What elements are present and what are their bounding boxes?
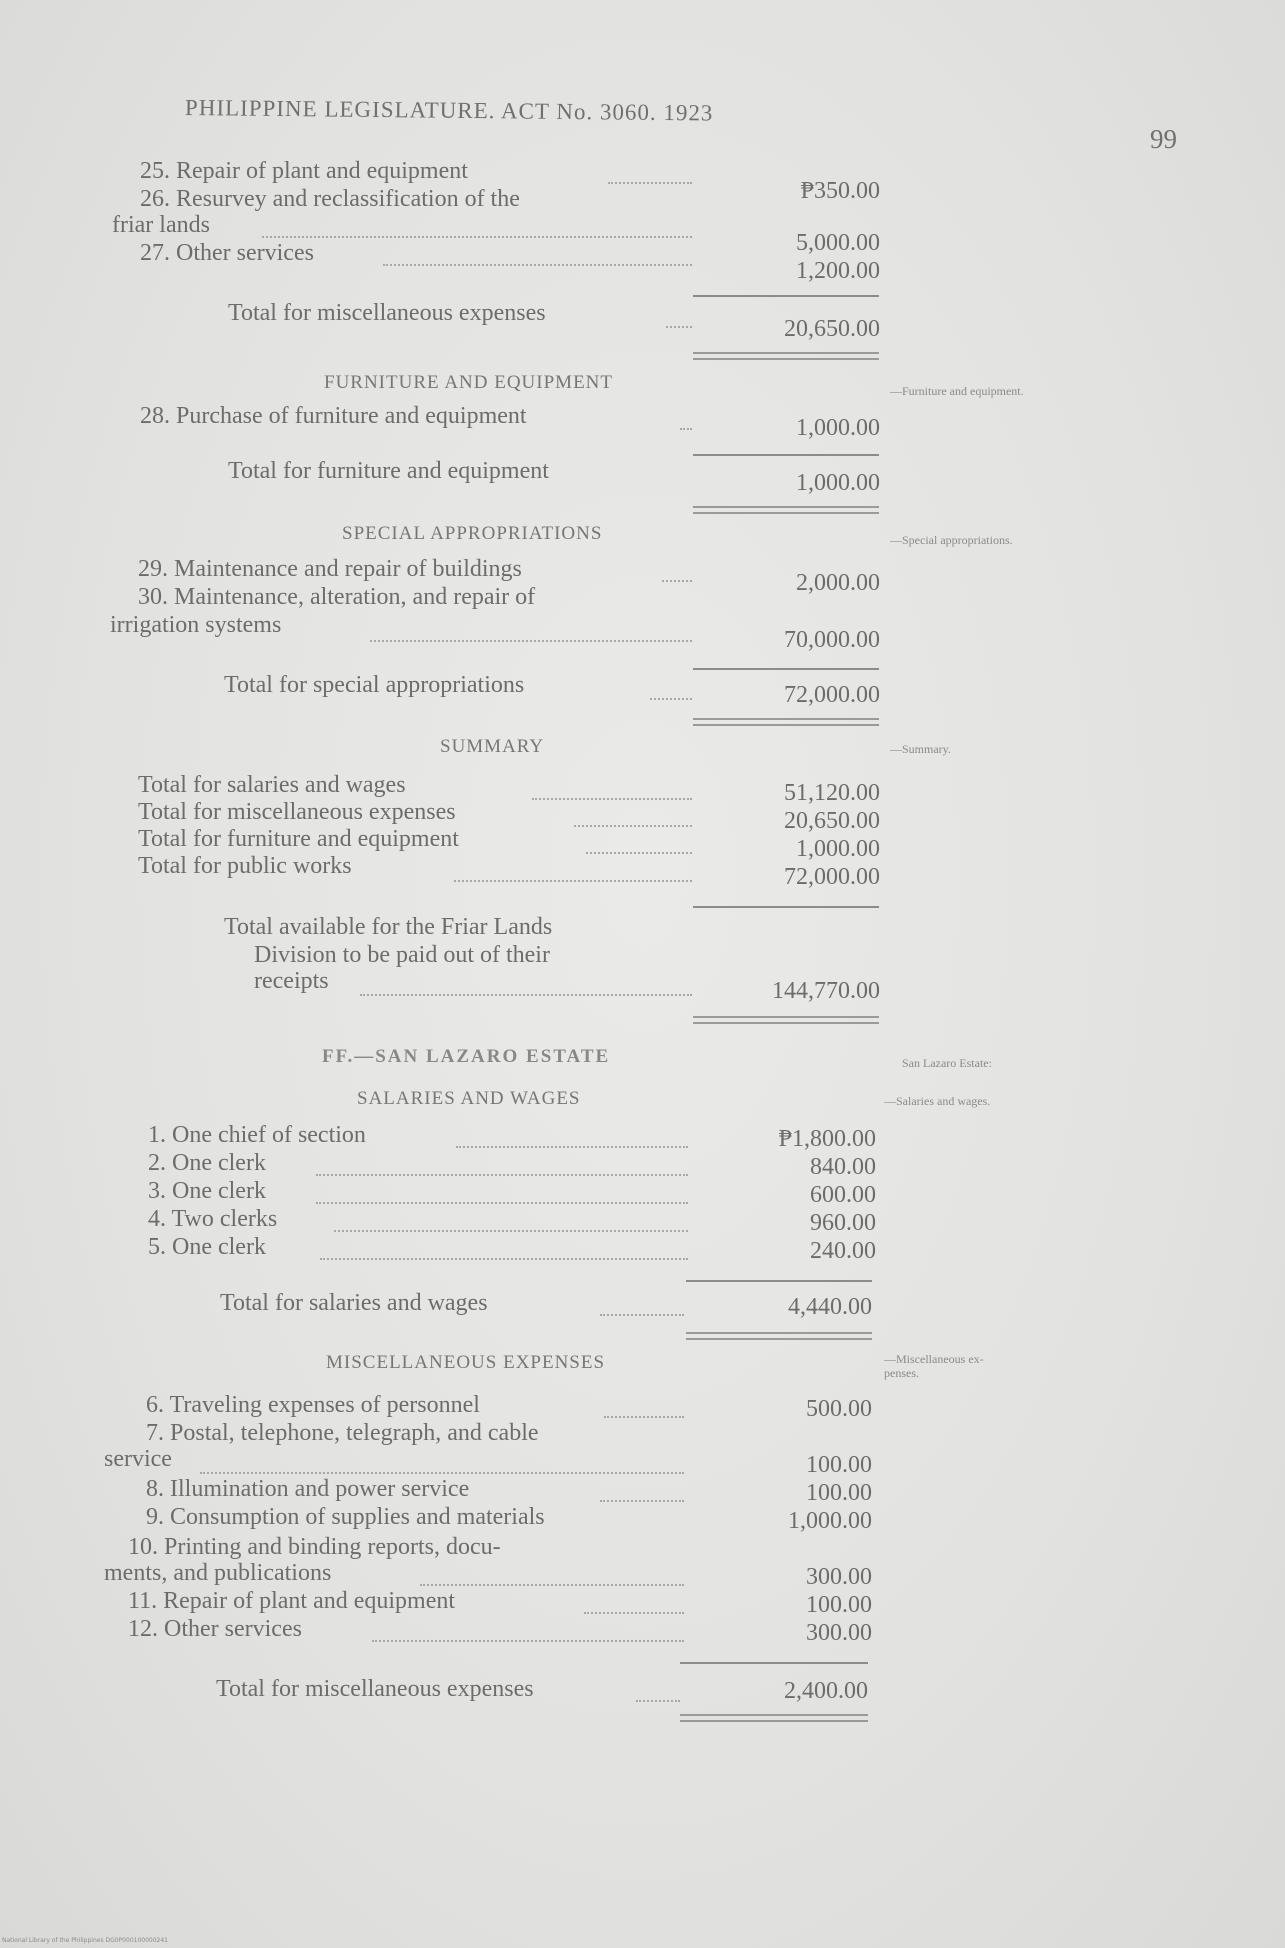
margin-note: —Summary. <box>890 742 951 756</box>
section-heading: MISCELLANEOUS EXPENSES <box>326 1352 606 1373</box>
margin-note: —Special appropriations. <box>890 533 1013 547</box>
dot-leader <box>574 825 692 827</box>
dot-leader <box>262 236 692 238</box>
misc-item-label: 10. Printing and binding reports, docu- <box>128 1534 501 1560</box>
salary-item-label: 5. One clerk <box>148 1234 266 1260</box>
summary-amount: 1,000.00 <box>796 836 880 862</box>
available-total: 144,770.00 <box>772 978 880 1004</box>
margin-note: San Lazaro Estate: <box>902 1056 992 1070</box>
dot-leader <box>532 798 692 800</box>
misc-item-amount: 300.00 <box>806 1620 872 1646</box>
total-amount: 20,650.00 <box>784 316 880 342</box>
available-label-line3: receipts <box>254 968 329 994</box>
salary-item-label: 4. Two clerks <box>148 1206 278 1232</box>
margin-note: —Miscellaneous ex- <box>884 1352 984 1366</box>
misc-item-label: 8. Illumination and power service <box>146 1476 470 1502</box>
misc-item-label-cont: ments, and publications <box>104 1560 332 1586</box>
misc-item-amount: 100.00 <box>806 1452 872 1478</box>
dot-leader <box>456 1146 688 1148</box>
sum-rule <box>693 454 879 456</box>
line-item-amount: 1,200.00 <box>796 258 880 284</box>
line-item-label: 30. Maintenance, alteration, and repair of <box>138 584 536 610</box>
running-head: PHILIPPINE LEGISLATURE. ACT No. 3060. 1923 <box>184 95 714 126</box>
misc-item-amount: 500.00 <box>806 1396 872 1422</box>
misc-item-label: 7. Postal, telephone, telegraph, and cable <box>146 1420 539 1446</box>
dot-leader <box>586 852 692 854</box>
available-label-line2: Division to be paid out of their <box>254 942 550 968</box>
misc-item-amount: 100.00 <box>806 1480 872 1506</box>
line-item-amount: 5,000.00 <box>796 230 880 256</box>
salary-item-label: 1. One chief of section <box>148 1122 366 1148</box>
summary-label: Total for public works <box>138 853 352 879</box>
margin-note: —Salaries and wages. <box>884 1094 991 1108</box>
line-item-amount: 1,000.00 <box>796 415 880 441</box>
available-label-line1: Total available for the Friar Lands <box>224 914 553 940</box>
salary-item-amount: 840.00 <box>810 1154 876 1180</box>
misc-item-label: 9. Consumption of supplies and materials <box>146 1504 545 1530</box>
sum-rule <box>680 1662 868 1664</box>
dot-leader <box>320 1258 688 1260</box>
double-rule <box>686 1332 872 1340</box>
section-heading: FURNITURE AND EQUIPMENT <box>324 372 613 393</box>
sum-rule <box>693 295 879 297</box>
total-label: Total for furniture and equipment <box>228 458 549 484</box>
scan-credit: National Library of the Philippines DG0P000100000241 <box>2 1937 168 1944</box>
total-label: Total for special appropriations <box>224 672 525 698</box>
misc-item-label: 11. Repair of plant and equipment <box>128 1588 456 1614</box>
salary-item-label: 3. One clerk <box>148 1178 266 1204</box>
sum-rule <box>693 668 879 670</box>
dot-leader <box>370 640 692 642</box>
dot-leader <box>334 1230 688 1232</box>
dot-leader <box>316 1174 688 1176</box>
line-item-label-cont: friar lands <box>112 212 210 238</box>
summary-label: Total for salaries and wages <box>138 772 406 798</box>
section-heading: FF.—SAN LAZARO ESTATE <box>322 1046 611 1067</box>
page-number: 99 <box>1150 124 1177 154</box>
dot-leader <box>584 1612 684 1614</box>
dot-leader <box>600 1314 684 1316</box>
dot-leader <box>636 1700 680 1702</box>
sum-rule <box>686 1280 872 1282</box>
line-item-label-cont: irrigation systems <box>110 612 282 638</box>
line-item-label: 27. Other services <box>140 240 314 266</box>
dot-leader <box>604 1416 684 1418</box>
salary-item-label: 2. One clerk <box>148 1150 266 1176</box>
salary-item-amount: 600.00 <box>810 1182 876 1208</box>
misc-item-label-cont: service <box>104 1446 172 1472</box>
line-item-label: 29. Maintenance and repair of buildings <box>138 556 522 582</box>
double-rule <box>680 1714 868 1722</box>
dot-leader <box>680 428 692 430</box>
total-label: Total for miscellaneous expenses <box>228 300 546 326</box>
dot-leader <box>360 994 692 996</box>
misc-item-amount: 100.00 <box>806 1592 872 1618</box>
double-rule <box>693 506 879 514</box>
dot-leader <box>420 1584 684 1586</box>
line-item-label: 26. Resurvey and reclassification of the <box>140 186 520 212</box>
dot-leader <box>372 1640 684 1642</box>
salary-item-amount: 240.00 <box>810 1238 876 1264</box>
misc-item-amount: 1,000.00 <box>788 1508 872 1534</box>
dot-leader <box>608 182 692 184</box>
total-label: Total for miscellaneous expenses <box>216 1676 534 1702</box>
dot-leader <box>383 264 692 266</box>
dot-leader <box>454 880 692 882</box>
dot-leader <box>662 580 692 582</box>
section-heading: SPECIAL APPROPRIATIONS <box>342 523 603 544</box>
double-rule <box>693 352 879 360</box>
dot-leader <box>666 326 692 328</box>
salary-item-amount: ₱1,800.00 <box>778 1126 876 1152</box>
section-heading: SUMMARY <box>440 736 545 757</box>
double-rule <box>693 718 879 726</box>
line-item-amount: 2,000.00 <box>796 570 880 596</box>
misc-item-amount: 300.00 <box>806 1564 872 1590</box>
summary-label: Total for miscellaneous expenses <box>138 799 456 825</box>
line-item-amount: ₱350.00 <box>800 178 880 204</box>
margin-note: penses. <box>884 1366 919 1380</box>
total-amount: 1,000.00 <box>796 470 880 496</box>
line-item-label: 25. Repair of plant and equipment <box>140 158 468 184</box>
double-rule <box>693 1016 879 1024</box>
sum-rule <box>693 906 879 908</box>
salary-item-amount: 960.00 <box>810 1210 876 1236</box>
misc-item-label: 12. Other services <box>128 1616 302 1642</box>
margin-note: —Furniture and equipment. <box>890 384 1024 398</box>
dot-leader <box>316 1202 688 1204</box>
dot-leader <box>600 1500 684 1502</box>
dot-leader <box>650 698 692 700</box>
total-amount: 4,440.00 <box>788 1294 872 1320</box>
summary-label: Total for furniture and equipment <box>138 826 459 852</box>
summary-amount: 72,000.00 <box>784 864 880 890</box>
total-amount: 72,000.00 <box>784 682 880 708</box>
summary-amount: 51,120.00 <box>784 780 880 806</box>
misc-item-label: 6. Traveling expenses of personnel <box>146 1392 480 1418</box>
total-label: Total for salaries and wages <box>220 1290 488 1316</box>
total-amount: 2,400.00 <box>784 1678 868 1704</box>
summary-amount: 20,650.00 <box>784 808 880 834</box>
section-heading: SALARIES AND WAGES <box>357 1088 581 1109</box>
line-item-label: 28. Purchase of furniture and equipment <box>140 403 527 429</box>
dot-leader <box>200 1472 684 1474</box>
line-item-amount: 70,000.00 <box>784 627 880 653</box>
